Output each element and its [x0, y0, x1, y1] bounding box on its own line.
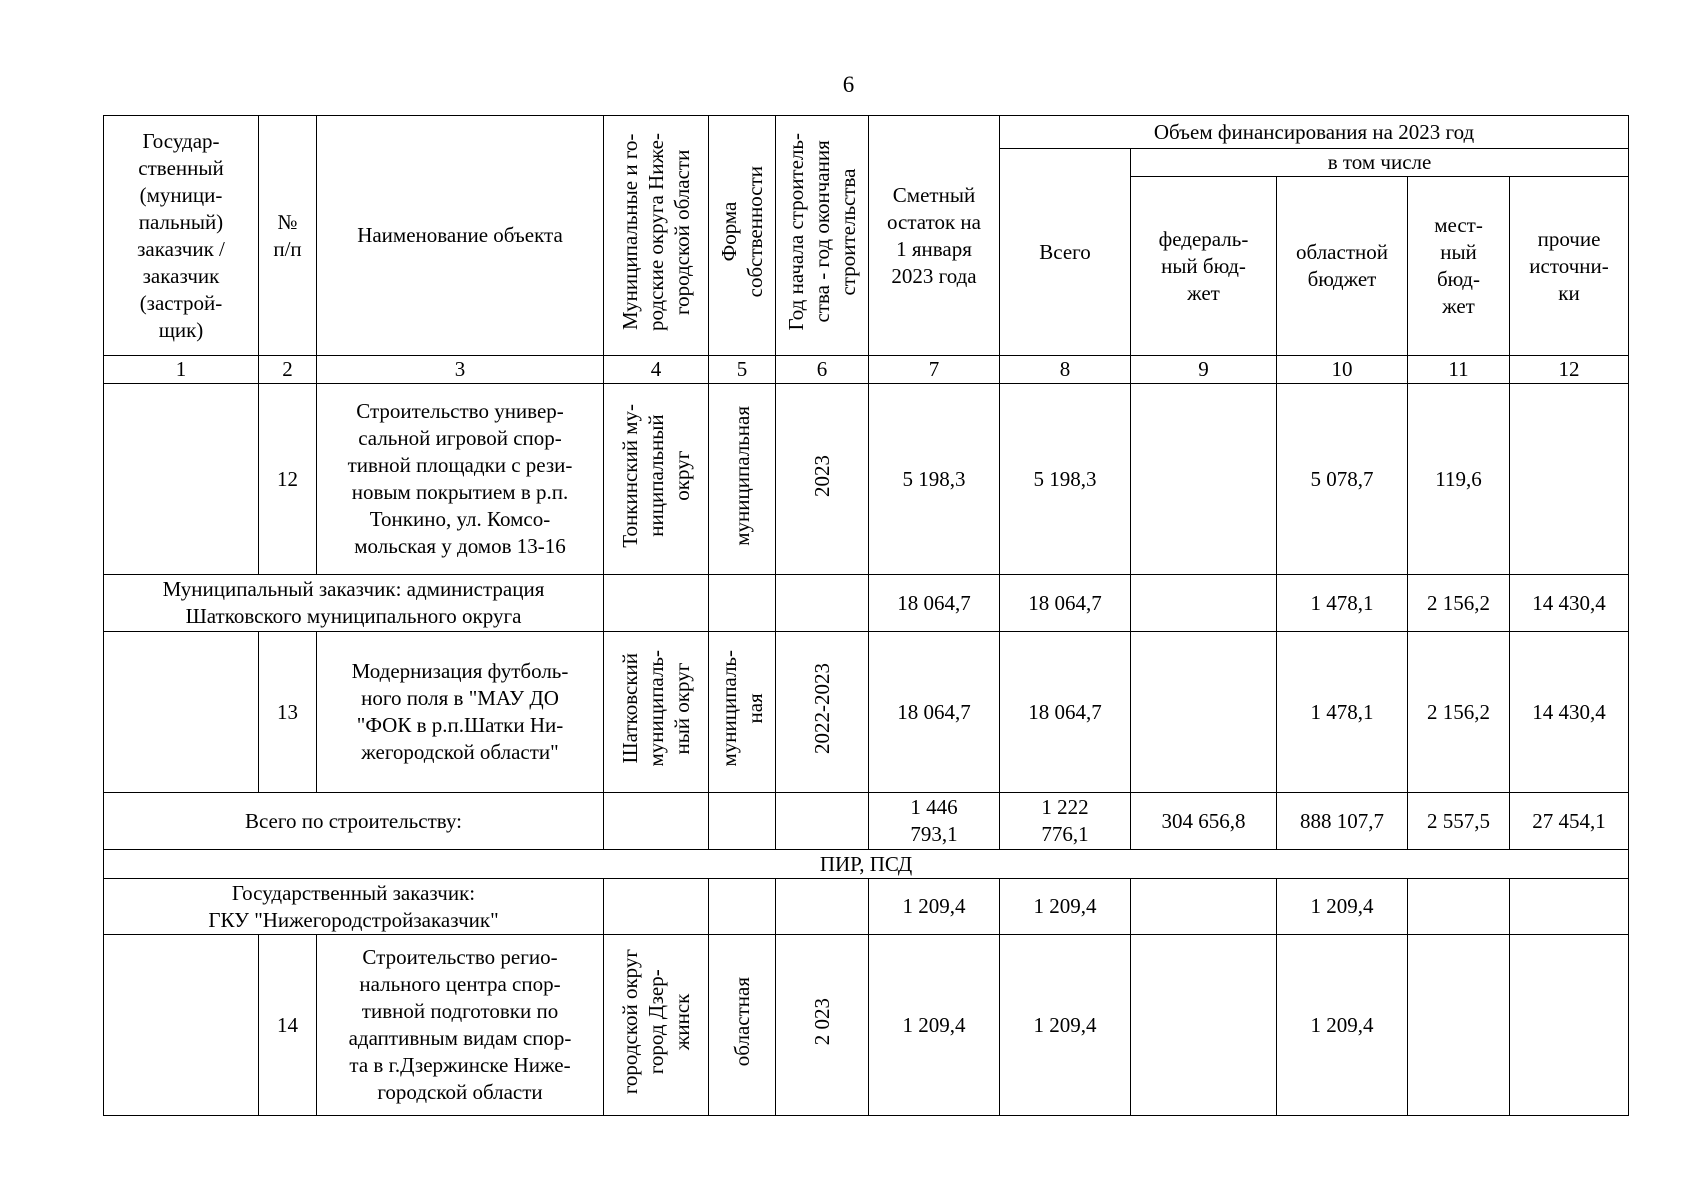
column-number: 12 — [1510, 356, 1629, 384]
balance-cell: 1 209,4 — [869, 935, 1000, 1116]
other-cell — [1510, 384, 1629, 575]
row-number: 14 — [259, 935, 317, 1116]
regional-cell: 1 209,4 — [1277, 935, 1408, 1116]
column-number: 4 — [604, 356, 709, 384]
table-row — [104, 632, 1629, 793]
ownership-cell: областная — [709, 935, 776, 1116]
other-cell — [1510, 879, 1629, 935]
object-name: Строительство регио- нального центра спор- тивной подготовки по адаптивным видам спор- та в г.Дзержинске Ниже- городской области — [317, 935, 604, 1116]
ownership-cell — [709, 575, 776, 632]
customer-cell — [104, 632, 259, 793]
total-cell: 18 064,7 — [1000, 632, 1131, 793]
column-number: 6 — [776, 356, 869, 384]
header-other: прочие источни- ки — [1510, 177, 1629, 356]
district-cell: Шатковский муниципаль- ный округ — [604, 632, 709, 793]
balance-cell: 1 209,4 — [869, 879, 1000, 935]
customer-row — [104, 575, 1629, 632]
balance-cell: 1 446 793,1 — [869, 793, 1000, 850]
header-row-1 — [104, 116, 1629, 149]
header-district: Муниципальные и го- родские округа Ниже- городской области — [604, 116, 709, 356]
header-regional: областной бюджет — [1277, 177, 1408, 356]
row-number: 12 — [259, 384, 317, 575]
regional-cell: 888 107,7 — [1277, 793, 1408, 850]
other-cell: 27 454,1 — [1510, 793, 1629, 850]
object-name: Строительство универ- сальной игровой спор- тивной площадки с рези- новым покрытием в р.п. Тонкино, ул. Комсо- мольская у домов 13-16 — [317, 384, 604, 575]
header-federal: федераль- ный бюд- жет — [1131, 177, 1277, 356]
years-cell — [776, 575, 869, 632]
federal-cell: 304 656,8 — [1131, 793, 1277, 850]
column-number: 2 — [259, 356, 317, 384]
district-cell — [604, 793, 709, 850]
years-cell: 2 023 — [776, 935, 869, 1116]
column-number: 10 — [1277, 356, 1408, 384]
row-number: 13 — [259, 632, 317, 793]
balance-cell: 18 064,7 — [869, 575, 1000, 632]
local-cell: 2 156,2 — [1408, 632, 1510, 793]
federal-cell — [1131, 879, 1277, 935]
customer-cell — [104, 935, 259, 1116]
local-cell: 2 156,2 — [1408, 575, 1510, 632]
header-local: мест- ный бюд- жет — [1408, 177, 1510, 356]
column-number: 7 — [869, 356, 1000, 384]
customer-cell — [104, 384, 259, 575]
header-number: № п/п — [259, 116, 317, 356]
ownership-cell — [709, 879, 776, 935]
column-number: 3 — [317, 356, 604, 384]
local-cell: 2 557,5 — [1408, 793, 1510, 850]
total-cell: 1 209,4 — [1000, 935, 1131, 1116]
customer-row — [104, 879, 1629, 935]
column-numbers-row — [104, 356, 1629, 384]
ownership-cell — [709, 793, 776, 850]
other-cell — [1510, 935, 1629, 1116]
years-cell: 2023 — [776, 384, 869, 575]
total-cell: 1 209,4 — [1000, 879, 1131, 935]
column-number: 9 — [1131, 356, 1277, 384]
years-cell — [776, 793, 869, 850]
header-years: Год начала строитель- ства - год окончания строительства — [776, 116, 869, 356]
federal-cell — [1131, 935, 1277, 1116]
local-cell — [1408, 935, 1510, 1116]
ownership-cell: муниципаль- ная — [709, 632, 776, 793]
header-total: Всего — [1000, 149, 1131, 356]
years-cell: 2022-2023 — [776, 632, 869, 793]
customer-label: Государственный заказчик: ГКУ "Нижегородстройзаказчик" — [104, 879, 604, 935]
regional-cell: 1 478,1 — [1277, 632, 1408, 793]
header-customer: Государ- ственный (муници- пальный) заказчик / заказчик (застрой- щик) — [104, 116, 259, 356]
header-including: в том числе — [1131, 149, 1629, 177]
district-cell: Тонкинский му- ниципальный округ — [604, 384, 709, 575]
column-number: 5 — [709, 356, 776, 384]
federal-cell — [1131, 632, 1277, 793]
other-cell: 14 430,4 — [1510, 575, 1629, 632]
years-cell — [776, 879, 869, 935]
local-cell: 119,6 — [1408, 384, 1510, 575]
balance-cell: 18 064,7 — [869, 632, 1000, 793]
column-number: 8 — [1000, 356, 1131, 384]
table-row — [104, 935, 1629, 1116]
total-row — [104, 793, 1629, 850]
federal-cell — [1131, 575, 1277, 632]
total-cell: 5 198,3 — [1000, 384, 1131, 575]
header-financing-group: Объем финансирования на 2023 год — [1000, 116, 1629, 149]
federal-cell — [1131, 384, 1277, 575]
other-cell: 14 430,4 — [1510, 632, 1629, 793]
regional-cell: 1 478,1 — [1277, 575, 1408, 632]
section-row — [104, 850, 1629, 879]
column-number: 1 — [104, 356, 259, 384]
object-name: Модернизация футболь- ного поля в "МАУ ДО "ФОК в р.п.Шатки Ни- жегородской области" — [317, 632, 604, 793]
district-cell: городской округ город Дзер- жинск — [604, 935, 709, 1116]
header-ownership: Форма собственности — [709, 116, 776, 356]
regional-cell: 5 078,7 — [1277, 384, 1408, 575]
customer-label: Муниципальный заказчик: администрация Шатковского муниципального округа — [104, 575, 604, 632]
regional-cell: 1 209,4 — [1277, 879, 1408, 935]
section-title: ПИР, ПСД — [104, 850, 1629, 879]
local-cell — [1408, 879, 1510, 935]
table-row — [104, 384, 1629, 575]
total-cell: 18 064,7 — [1000, 575, 1131, 632]
balance-cell: 5 198,3 — [869, 384, 1000, 575]
financing-table — [103, 115, 1629, 1116]
ownership-cell: муниципальная — [709, 384, 776, 575]
district-cell — [604, 575, 709, 632]
header-balance: Сметный остаток на 1 января 2023 года — [869, 116, 1000, 356]
district-cell — [604, 879, 709, 935]
construction-total-label: Всего по строительству: — [104, 793, 604, 850]
page-number: 6 — [842, 72, 855, 97]
header-object-name: Наименование объекта — [317, 116, 604, 356]
total-cell: 1 222 776,1 — [1000, 793, 1131, 850]
column-number: 11 — [1408, 356, 1510, 384]
